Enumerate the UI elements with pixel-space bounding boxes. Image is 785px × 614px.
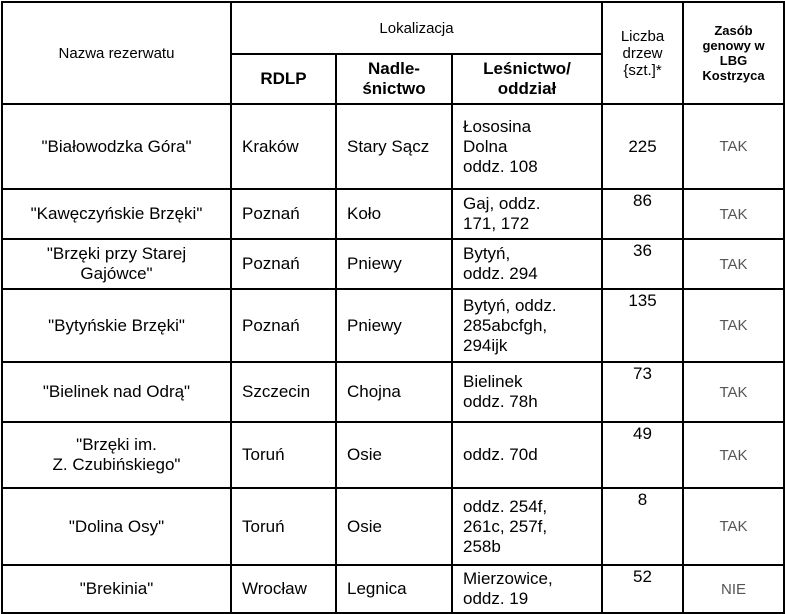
cell-name: "Brekinia"	[2, 565, 231, 613]
cell-lesnictwo: Bytyń, oddz. 285abcfgh, 294ijk	[452, 289, 602, 362]
cell-lesnictwo: oddz. 70d	[452, 422, 602, 488]
header-nadlesnictwo: Nadle- śnictwo	[336, 54, 452, 104]
cell-gen: TAK	[683, 189, 784, 239]
header-rdlp: RDLP	[231, 54, 336, 104]
cell-rdlp: Poznań	[231, 289, 336, 362]
cell-count: 135	[602, 289, 683, 362]
cell-lesnictwo: Gaj, oddz. 171, 172	[452, 189, 602, 239]
cell-name: "Bytyńskie Brzęki"	[2, 289, 231, 362]
cell-gen: TAK	[683, 488, 784, 565]
header-name: Nazwa rezerwatu	[2, 2, 231, 104]
cell-name: "Brzęki przy Starej Gajówce"	[2, 239, 231, 289]
cell-nadlesnictwo: Pniewy	[336, 289, 452, 362]
cell-count: 225	[602, 104, 683, 189]
reserves-table	[1, 1, 785, 614]
cell-rdlp: Poznań	[231, 189, 336, 239]
cell-nadlesnictwo: Osie	[336, 422, 452, 488]
table-row	[2, 488, 784, 565]
table-row	[2, 104, 784, 189]
cell-count: 73	[602, 362, 683, 422]
cell-gen: NIE	[683, 565, 784, 613]
cell-count: 52	[602, 565, 683, 613]
cell-rdlp: Wrocław	[231, 565, 336, 613]
table-row	[2, 289, 784, 362]
cell-lesnictwo: Bytyń, oddz. 294	[452, 239, 602, 289]
cell-name: "Kawęczyńskie Brzęki"	[2, 189, 231, 239]
cell-count: 8	[602, 488, 683, 565]
table-row	[2, 189, 784, 239]
header-zasob: Zasób genowy w LBG Kostrzyca	[683, 2, 784, 104]
cell-lesnictwo: Mierzowice, oddz. 19	[452, 565, 602, 613]
cell-nadlesnictwo: Stary Sącz	[336, 104, 452, 189]
cell-name: "Białowodzka Góra"	[2, 104, 231, 189]
cell-lesnictwo: Bielinek oddz. 78h	[452, 362, 602, 422]
cell-nadlesnictwo: Legnica	[336, 565, 452, 613]
table-row	[2, 239, 784, 289]
cell-rdlp: Szczecin	[231, 362, 336, 422]
cell-lesnictwo: Łososina Dolna oddz. 108	[452, 104, 602, 189]
header-lokalizacja: Lokalizacja	[231, 2, 602, 54]
header-lesnictwo: Leśnictwo/ oddział	[452, 54, 602, 104]
cell-gen: TAK	[683, 422, 784, 488]
table-row	[2, 565, 784, 613]
cell-name: "Dolina Osy"	[2, 488, 231, 565]
cell-rdlp: Toruń	[231, 488, 336, 565]
table-row	[2, 422, 784, 488]
cell-nadlesnictwo: Pniewy	[336, 239, 452, 289]
cell-gen: TAK	[683, 362, 784, 422]
header-row-1	[2, 2, 784, 54]
table-row	[2, 362, 784, 422]
cell-rdlp: Kraków	[231, 104, 336, 189]
cell-count: 36	[602, 239, 683, 289]
cell-rdlp: Poznań	[231, 239, 336, 289]
cell-nadlesnictwo: Osie	[336, 488, 452, 565]
cell-count: 86	[602, 189, 683, 239]
cell-count: 49	[602, 422, 683, 488]
cell-lesnictwo: oddz. 254f, 261c, 257f, 258b	[452, 488, 602, 565]
cell-gen: TAK	[683, 239, 784, 289]
cell-rdlp: Toruń	[231, 422, 336, 488]
cell-nadlesnictwo: Koło	[336, 189, 452, 239]
cell-name: "Bielinek nad Odrą"	[2, 362, 231, 422]
cell-name: "Brzęki im. Z. Czubińskiego"	[2, 422, 231, 488]
cell-nadlesnictwo: Chojna	[336, 362, 452, 422]
cell-gen: TAK	[683, 104, 784, 189]
header-liczba: Liczba drzew {szt.]*	[602, 2, 683, 104]
cell-gen: TAK	[683, 289, 784, 362]
